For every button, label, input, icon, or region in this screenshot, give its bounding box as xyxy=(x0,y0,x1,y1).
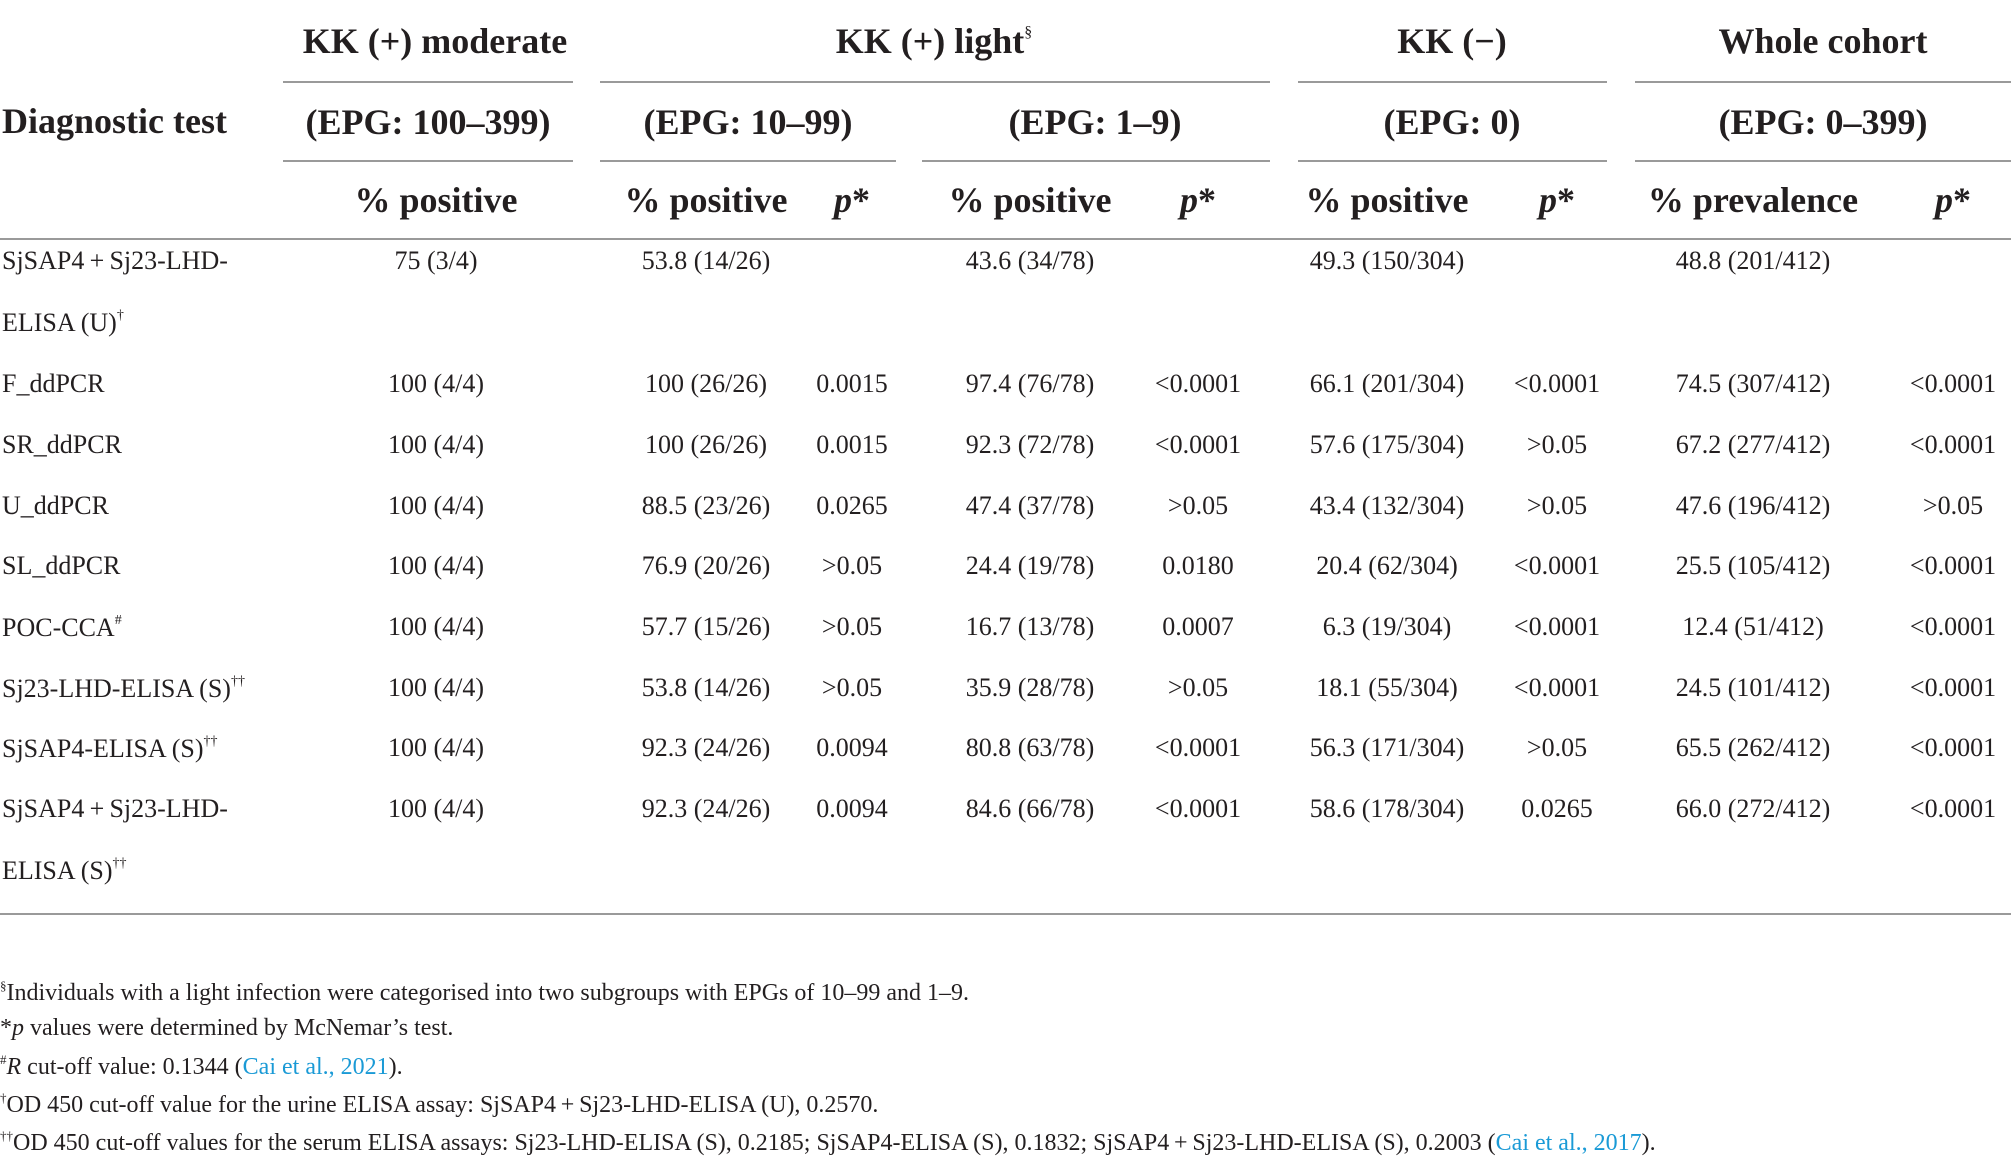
percent-cell: 75 (3/4) xyxy=(394,246,478,275)
p-value-cell: <0.0001 xyxy=(1909,369,1997,398)
p-value-cell: 0.0265 xyxy=(1521,794,1593,823)
row-test-label xyxy=(2,735,218,762)
footnote-mark: †† xyxy=(0,1128,13,1143)
footnote-text: p xyxy=(12,1015,24,1041)
p-value-cell: <0.0001 xyxy=(1909,430,1997,459)
percent-cell: 100 (26/26) xyxy=(644,430,768,459)
row-test-label xyxy=(2,371,105,397)
percent-cell: 12.4 (51/412) xyxy=(1682,612,1824,641)
row-test-name-cont: ELISA (U) xyxy=(2,308,117,337)
subgroup-rule xyxy=(283,160,573,162)
p-value-cell: >0.05 xyxy=(1526,733,1588,762)
percent-cell: 100 (4/4) xyxy=(387,733,485,762)
percent-cell: 100 (4/4) xyxy=(387,794,485,823)
percent-cell: 92.3 (72/78) xyxy=(965,430,1095,459)
subgroup-label: (EPG: 100–399) xyxy=(305,102,551,142)
row-test-label xyxy=(2,553,121,579)
p-value-cell: <0.0001 xyxy=(1909,794,1997,823)
p-value-cell: <0.0001 xyxy=(1513,673,1601,702)
percent-cell: 100 (4/4) xyxy=(387,369,485,398)
p-value-cell: 0.0180 xyxy=(1162,551,1234,580)
footnote-text: values were determined by McNemar’s test. xyxy=(24,1015,454,1041)
percent-cell: 57.7 (15/26) xyxy=(641,612,771,641)
row-test-name: POC-CCA xyxy=(2,613,115,642)
percent-cell: 84.6 (66/78) xyxy=(965,794,1095,823)
percent-cell: 47.4 (37/78) xyxy=(965,491,1095,520)
p-value-label: p* xyxy=(1935,180,1971,220)
group-title-text: KK (+) moderate xyxy=(302,21,568,61)
footnote-text: OD 450 cut-off values for the serum ELISA assays: Sj23-LHD-ELISA (S), 0.2185; SjSAP4-ELISA (S), 0.1832; SjSAP4 + Sj23-LHD-ELISA (S), 0.2003 ( xyxy=(13,1130,1496,1156)
row-test-label xyxy=(2,614,122,641)
footnote xyxy=(0,1052,403,1081)
row-test-sup: # xyxy=(114,613,122,628)
percent-cell: 100 (4/4) xyxy=(387,673,485,702)
subgroup-label: (EPG: 1–9) xyxy=(1008,102,1182,142)
row-test-label xyxy=(2,432,122,458)
subgroup-rule xyxy=(922,160,1270,162)
percent-cell: 66.1 (201/304) xyxy=(1309,369,1465,398)
p-value-cell: 0.0015 xyxy=(816,369,888,398)
subgroup-rule xyxy=(1635,160,2011,162)
percent-cell: 100 (4/4) xyxy=(387,491,485,520)
group-title-sup: § xyxy=(1024,24,1033,41)
group-title-kk-negative xyxy=(1397,23,1507,59)
footnote-text: ). xyxy=(1641,1130,1656,1156)
row-test-label xyxy=(2,493,109,519)
percent-cell: 92.3 (24/26) xyxy=(641,733,771,762)
footnote xyxy=(0,1015,453,1042)
row-test-name: SjSAP4 + Sj23-LHD- xyxy=(2,246,228,275)
row-test-name: Sj23-LHD-ELISA (S) xyxy=(2,674,231,703)
metric-label: % positive xyxy=(1305,180,1469,220)
subgroup-rule xyxy=(1298,160,1607,162)
percent-cell: 25.5 (105/412) xyxy=(1675,551,1831,580)
row-test-label xyxy=(2,796,228,884)
footnote xyxy=(0,1128,1656,1157)
subgroup-rule xyxy=(600,160,896,162)
percent-cell: 100 (4/4) xyxy=(387,612,485,641)
p-value-cell: 0.0265 xyxy=(816,491,888,520)
p-value-cell: 0.0007 xyxy=(1162,612,1234,641)
footnote xyxy=(0,978,969,1007)
metric-label: % positive xyxy=(624,180,788,220)
p-value-cell: <0.0001 xyxy=(1154,794,1242,823)
p-value-cell: >0.05 xyxy=(1167,673,1229,702)
row-test-name: SjSAP4 + Sj23-LHD- xyxy=(2,794,228,823)
p-value-cell: >0.05 xyxy=(1526,491,1588,520)
percent-cell: 80.8 (63/78) xyxy=(965,733,1095,762)
p-value-label: p* xyxy=(1180,180,1216,220)
percent-cell: 43.4 (132/304) xyxy=(1309,491,1465,520)
group-title-text: KK (−) xyxy=(1397,21,1507,61)
p-value-cell: 0.0015 xyxy=(816,430,888,459)
p-value-cell: <0.0001 xyxy=(1909,551,1997,580)
footnote-text: * xyxy=(0,1015,12,1041)
table-bottom-rule xyxy=(0,913,2011,915)
row-test-label xyxy=(2,675,245,702)
metric-label: % positive xyxy=(948,180,1112,220)
percent-cell: 88.5 (23/26) xyxy=(641,491,771,520)
p-value-cell: >0.05 xyxy=(1922,491,1984,520)
percent-cell: 48.8 (201/412) xyxy=(1675,246,1831,275)
percent-cell: 20.4 (62/304) xyxy=(1316,551,1458,580)
percent-cell: 97.4 (76/78) xyxy=(965,369,1095,398)
p-value-cell: <0.0001 xyxy=(1513,551,1601,580)
percent-cell: 24.4 (19/78) xyxy=(965,551,1095,580)
group-title-kk-moderate xyxy=(303,23,567,59)
footnote-mark: † xyxy=(0,1090,7,1105)
p-value-cell: >0.05 xyxy=(1526,430,1588,459)
p-value-cell: <0.0001 xyxy=(1513,612,1601,641)
group-title-text: Whole cohort xyxy=(1718,21,1928,61)
percent-cell: 53.8 (14/26) xyxy=(641,673,771,702)
p-value-cell: <0.0001 xyxy=(1909,612,1997,641)
percent-cell: 100 (4/4) xyxy=(387,430,485,459)
subgroup-label: (EPG: 0) xyxy=(1383,102,1521,142)
row-test-name: SjSAP4-ELISA (S) xyxy=(2,734,204,763)
footnote-text: Individuals with a light infection were categorised into two subgroups with EPGs of 10–99 and 1–9. xyxy=(6,980,970,1006)
group-rule xyxy=(600,81,1270,83)
percent-cell: 65.5 (262/412) xyxy=(1675,733,1831,762)
p-value-cell: >0.05 xyxy=(821,612,883,641)
percent-cell: 6.3 (19/304) xyxy=(1322,612,1452,641)
p-value-cell: <0.0001 xyxy=(1154,733,1242,762)
row-test-name: SR_ddPCR xyxy=(2,430,122,459)
p-value-cell: <0.0001 xyxy=(1909,733,1997,762)
percent-cell: 43.6 (34/78) xyxy=(965,246,1095,275)
row-test-sup: †† xyxy=(112,856,127,871)
percent-cell: 56.3 (171/304) xyxy=(1309,733,1465,762)
p-value-cell: >0.05 xyxy=(1167,491,1229,520)
row-test-name: SL_ddPCR xyxy=(2,551,121,580)
group-rule xyxy=(1298,81,1607,83)
header-bottom-rule xyxy=(0,238,2011,240)
metric-label: % prevalence xyxy=(1647,180,1859,220)
p-value-label: p* xyxy=(1539,180,1575,220)
p-value-cell: >0.05 xyxy=(821,673,883,702)
footnote-text: cut-off value: 0.1344 ( xyxy=(21,1054,243,1080)
corner-label: Diagnostic test xyxy=(2,101,227,141)
percent-cell: 58.6 (178/304) xyxy=(1309,794,1465,823)
percent-cell: 16.7 (13/78) xyxy=(965,612,1095,641)
p-value-cell: <0.0001 xyxy=(1154,430,1242,459)
row-test-name: F_ddPCR xyxy=(2,369,105,398)
percent-cell: 47.6 (196/412) xyxy=(1675,491,1831,520)
percent-cell: 74.5 (307/412) xyxy=(1675,369,1831,398)
p-value-cell: <0.0001 xyxy=(1154,369,1242,398)
percent-cell: 67.2 (277/412) xyxy=(1675,430,1831,459)
p-value-cell: <0.0001 xyxy=(1909,673,1997,702)
group-title-whole-cohort xyxy=(1719,23,1928,59)
row-test-sup: † xyxy=(116,308,124,323)
percent-cell: 100 (26/26) xyxy=(644,369,768,398)
p-value-cell: 0.0094 xyxy=(816,733,888,762)
percent-cell: 18.1 (55/304) xyxy=(1316,673,1458,702)
citation-link[interactable]: Cai et al., 2021 xyxy=(242,1054,389,1080)
footnote-text: ). xyxy=(388,1054,403,1080)
subgroup-label: (EPG: 10–99) xyxy=(643,102,853,142)
p-value-label: p* xyxy=(834,180,870,220)
row-test-label xyxy=(2,248,228,336)
row-test-name-cont: ELISA (S) xyxy=(2,856,113,885)
row-test-name: U_ddPCR xyxy=(2,491,109,520)
p-value-cell: 0.0094 xyxy=(816,794,888,823)
percent-cell: 66.0 (272/412) xyxy=(1675,794,1831,823)
percent-cell: 53.8 (14/26) xyxy=(641,246,771,275)
percent-cell: 57.6 (175/304) xyxy=(1309,430,1465,459)
group-rule xyxy=(1635,81,2011,83)
footnote-text: R xyxy=(6,1054,22,1080)
group-rule xyxy=(283,81,573,83)
p-value-cell: >0.05 xyxy=(821,551,883,580)
footnote-text: OD 450 cut-off value for the urine ELISA assay: SjSAP4 + Sj23-LHD-ELISA (U), 0.2570. xyxy=(6,1092,879,1118)
citation-link[interactable]: Cai et al., 2017 xyxy=(1495,1130,1642,1156)
percent-cell: 100 (4/4) xyxy=(387,551,485,580)
footnote-mark: § xyxy=(0,978,7,993)
percent-cell: 92.3 (24/26) xyxy=(641,794,771,823)
percent-cell: 24.5 (101/412) xyxy=(1675,673,1831,702)
footnote-mark: # xyxy=(0,1052,7,1067)
footnote xyxy=(0,1090,878,1119)
row-test-sup: †† xyxy=(230,674,245,689)
percent-cell: 49.3 (150/304) xyxy=(1309,246,1465,275)
group-title-kk-light xyxy=(836,23,1033,59)
subgroup-label: (EPG: 0–399) xyxy=(1718,102,1928,142)
group-title-text: KK (+) light xyxy=(835,21,1025,61)
row-test-sup: †† xyxy=(203,734,218,749)
p-value-cell: <0.0001 xyxy=(1513,369,1601,398)
metric-label: % positive xyxy=(354,180,518,220)
percent-cell: 35.9 (28/78) xyxy=(965,673,1095,702)
percent-cell: 76.9 (20/26) xyxy=(641,551,771,580)
